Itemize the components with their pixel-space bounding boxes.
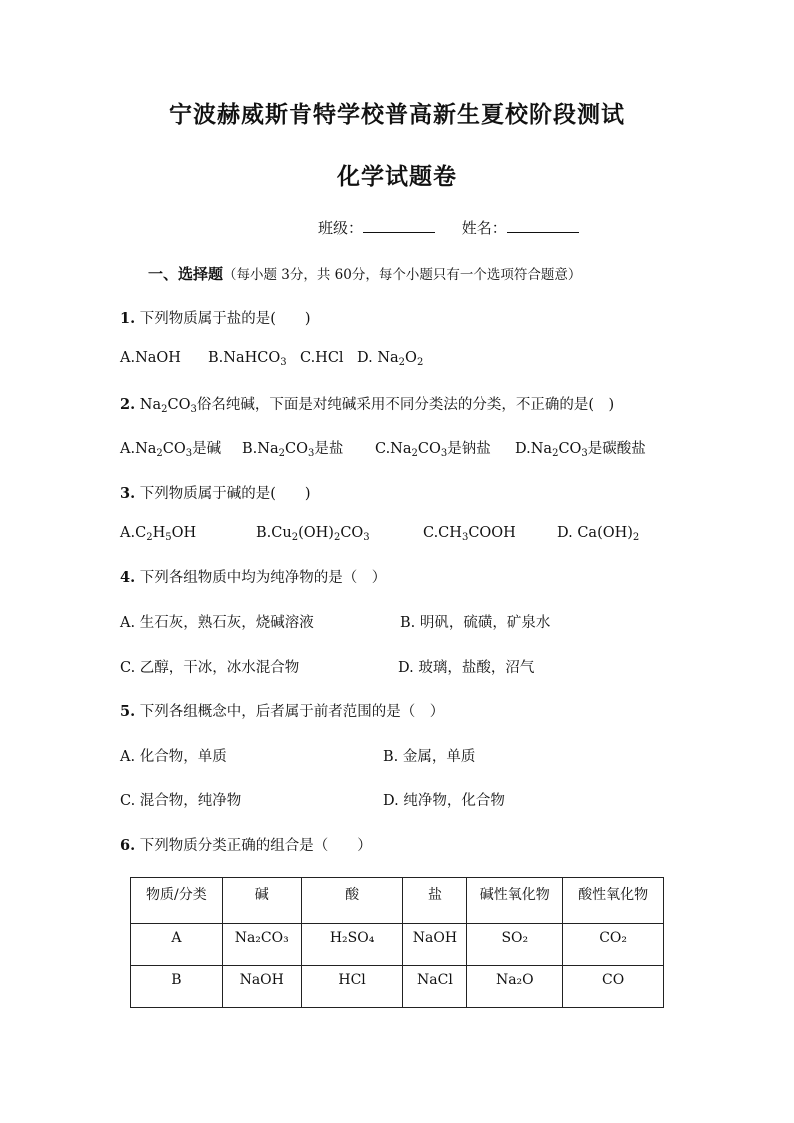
subscript: 2 <box>416 357 424 368</box>
formula-text: Na <box>139 397 162 413</box>
q1-option-d[interactable] <box>357 350 423 366</box>
subscript: 2 <box>333 532 341 543</box>
option-text: 是碳酸盐 <box>587 441 646 457</box>
subscript: 2 <box>156 448 163 459</box>
question-number: 6. <box>120 837 136 854</box>
subscript: 2 <box>146 532 153 543</box>
option-text: D. Ca(OH) <box>557 525 633 541</box>
option-text: CO <box>284 441 308 457</box>
question-2 <box>120 393 614 414</box>
q5-option-d[interactable]: D. 纯净物，化合物 <box>383 793 505 809</box>
question-3 <box>120 482 311 503</box>
subscript: 2 <box>632 532 640 543</box>
formula-text: CO <box>167 397 191 413</box>
section-note: （每小题 3分，共 60分，每个小题只有一个选项符合题意） <box>223 267 582 283</box>
table-cell: Na₂CO₃ <box>222 924 301 966</box>
table-header-cell: 碱性氧化物 <box>467 878 563 924</box>
option-text: B.NaHCO <box>208 350 281 366</box>
question-number: 1. <box>120 310 136 327</box>
option-text: CO <box>417 441 441 457</box>
section-title: 一、选择题 <box>148 265 224 283</box>
option-text: (OH) <box>298 525 334 541</box>
question-5 <box>120 700 444 721</box>
class-label: 班级： <box>318 219 364 237</box>
subscript: 3 <box>280 357 287 368</box>
table-cell: H₂SO₄ <box>301 924 403 966</box>
q4-option-c[interactable]: C. 乙醇，干冰，冰水混合物 <box>120 660 300 676</box>
question-text: 下列各组物质中均为纯净物的是（ ） <box>139 570 387 586</box>
table-header-cell: 盐 <box>403 878 467 924</box>
q5-option-c[interactable]: C. 混合物，纯净物 <box>120 793 242 809</box>
exam-title: 宁波赫威斯肯特学校普高新生夏校阶段测试 <box>169 101 625 128</box>
option-text: C.CH <box>423 525 462 541</box>
question-text: 下列各组概念中，后者属于前者范围的是（ ） <box>139 704 445 720</box>
subscript: 2 <box>291 532 299 543</box>
option-text: B.Cu <box>256 525 292 541</box>
table-row[interactable] <box>131 966 664 1008</box>
question-1 <box>120 307 311 328</box>
q4-option-b[interactable]: B. 明矾，硫磺，矿泉水 <box>400 615 551 631</box>
question-number: 3. <box>120 485 136 502</box>
option-text: A.Na <box>120 441 157 457</box>
student-info <box>318 217 601 238</box>
subscript: 5 <box>165 532 172 543</box>
table-row[interactable] <box>131 924 664 966</box>
subscript: 2 <box>278 448 285 459</box>
q2-option-b[interactable] <box>242 437 343 458</box>
table-cell: A <box>131 924 223 966</box>
option-text: B.Na <box>242 441 279 457</box>
question-4 <box>120 566 386 587</box>
question-text: 俗名纯碱，下面是对纯碱采用不同分类法的分类，不正确的是( ) <box>196 397 615 413</box>
q4-option-a[interactable]: A. 生石灰，熟石灰，烧碱溶液 <box>120 615 314 631</box>
question-text: 下列物质属于碱的是( ) <box>139 486 311 502</box>
option-text: D.Na <box>515 441 553 457</box>
option-text: OH <box>171 525 197 541</box>
table-header-cell: 酸性氧化物 <box>563 878 664 924</box>
name-blank[interactable] <box>507 218 579 233</box>
question-text: 下列物质分类正确的组合是（ ） <box>139 838 372 854</box>
classification-table <box>130 877 664 1008</box>
option-text: CO <box>162 441 186 457</box>
option-text: 是盐 <box>314 441 344 457</box>
table-cell: NaOH <box>222 966 301 1008</box>
subscript: 3 <box>363 532 370 543</box>
table-cell: SO₂ <box>467 924 563 966</box>
table-header-cell: 酸 <box>301 878 403 924</box>
q1-option-a[interactable]: A.NaOH <box>120 350 181 366</box>
question-number: 2. <box>120 396 136 413</box>
table-header-cell: 物质/分类 <box>131 878 223 924</box>
subscript: 3 <box>581 448 588 459</box>
table-cell: Na₂O <box>467 966 563 1008</box>
q2-option-c[interactable] <box>375 437 491 458</box>
q4-option-d[interactable]: D. 玻璃，盐酸，沼气 <box>398 660 535 676</box>
table-cell: CO₂ <box>563 924 664 966</box>
option-text: C.Na <box>375 441 412 457</box>
subscript: 2 <box>398 357 406 368</box>
subscript: 3 <box>190 404 197 415</box>
subscript: 2 <box>411 448 418 459</box>
subscript: 2 <box>161 404 168 415</box>
table-cell: CO <box>563 966 664 1008</box>
q2-option-d[interactable] <box>515 437 646 458</box>
option-text: CO <box>340 525 364 541</box>
q3-option-d[interactable] <box>557 525 639 541</box>
q2-option-a[interactable] <box>120 437 221 458</box>
option-text: A.C <box>120 525 147 541</box>
subscript: 3 <box>307 448 315 459</box>
question-number: 4. <box>120 569 136 586</box>
q5-option-b[interactable]: B. 金属，单质 <box>383 749 476 765</box>
q3-option-a[interactable] <box>120 525 196 541</box>
q5-option-a[interactable]: A. 化合物，单质 <box>120 749 227 765</box>
table-cell: NaCl <box>403 966 467 1008</box>
table-cell: HCl <box>301 966 403 1008</box>
table-header-cell: 碱 <box>222 878 301 924</box>
subscript: 3 <box>185 448 193 459</box>
class-blank[interactable] <box>363 218 435 233</box>
subscript: 3 <box>440 448 448 459</box>
question-number: 5. <box>120 703 136 720</box>
q3-option-c[interactable] <box>423 525 516 541</box>
option-text: O <box>405 350 417 366</box>
option-text: 是碱 <box>192 441 222 457</box>
subscript: 3 <box>461 532 469 543</box>
question-text: 下列物质属于盐的是( ) <box>139 311 311 327</box>
q3-option-b[interactable] <box>256 525 370 541</box>
option-text: COOH <box>468 525 516 541</box>
option-text: H <box>152 525 166 541</box>
question-6 <box>120 834 372 855</box>
table-cell: NaOH <box>403 924 467 966</box>
q1-option-c[interactable]: C.HCl <box>300 350 344 366</box>
q1-option-b[interactable] <box>208 350 287 366</box>
table-cell: B <box>131 966 223 1008</box>
subscript: 2 <box>552 448 559 459</box>
option-text: D. Na <box>357 350 399 366</box>
name-label: 姓名： <box>461 219 507 237</box>
table-header-row <box>131 878 664 924</box>
option-text: 是钠盐 <box>447 441 491 457</box>
section-heading <box>148 263 581 284</box>
exam-subtitle: 化学试题卷 <box>337 163 457 190</box>
option-text: CO <box>558 441 582 457</box>
